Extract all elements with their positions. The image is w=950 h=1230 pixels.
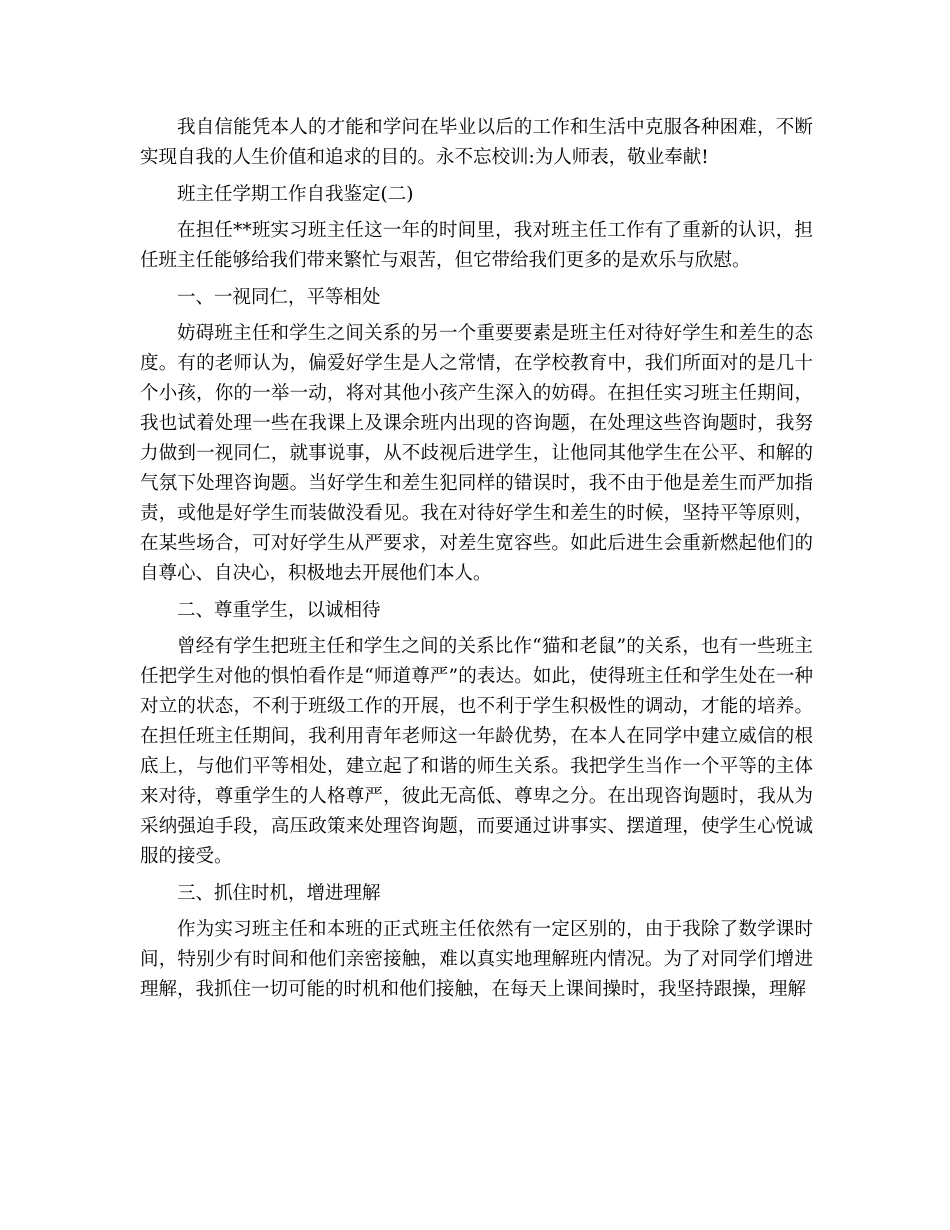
heading-equal-treatment: 一、一视同仁，平等相处 <box>177 286 381 308</box>
document-body <box>140 113 813 1012</box>
section-title: 班主任学期工作自我鉴定(二) <box>177 183 414 205</box>
paragraph-respect-students: 曾经有学生把班主任和学生之间的关系比作“猫和老鼠”的关系，也有一些班主任把学生对他的惧怕看作是“师道尊严”的表达。如此，使得班主任和学生处在一种对立的状态，不利于班级工作的开展，也不利于学生积极性的调动，才能的培养。在担任班主任期间，我利用青年老师这一年龄优势，在本人在同学中建立威信的根底上，与他们平等相处，建立起了和谐的师生关系。我把学生当作一个平等的主体来对待，尊重学生的人格尊严，彼此无高低、尊卑之分。在出现咨询题时，我从为采纳强迫手段，高压政策来处理咨询题，而要通过讲事实、摆道理，使学生心悦诚服的接受。 <box>140 636 813 867</box>
heading-seize-opportunity: 三、抓住时机，增进理解 <box>177 882 381 904</box>
paragraph-equal-treatment: 妨碍班主任和学生之间关系的另一个重要要素是班主任对待好学生和差生的态度。有的老师认为，偏爱好学生是人之常情，在学校教育中，我们所面对的是几十个小孩，你的一举一动，将对其他小孩产生深入的妨碍。在担任实习班主任期间，我也试着处理一些在我课上及课余班内出现的咨询题，在处理这些咨询题时，我努力做到一视同仁，就事说事，从不歧视后进学生，让他同其他学生在公平、和解的气氛下处理咨询题。当好学生和差生犯同样的错误时，我不由于他是差生而严加指责，或他是好学生而装做没看见。我在对待好学生和差生的时候，坚持平等原则，在某些场合，可对好学生从严要求，对差生宽容些。如此后进生会重新燃起他们的自尊心、自决心，积极地去开展他们本人。 <box>140 323 813 584</box>
paragraph-intro: 在担任**班实习班主任这一年的时间里，我对班主任工作有了重新的认识，担任班主任能够给我们带来繁忙与艰苦，但它带给我们更多的是欢乐与欣慰。 <box>140 220 813 271</box>
heading-respect-students: 二、尊重学生，以诚相待 <box>177 599 381 621</box>
paragraph-seize-opportunity: 作为实习班主任和本班的正式班主任依然有一定区别的，由于我除了数学课时间，特别少有时间和他们亲密接触，难以真实地理解班内情况。为了对同学们增进理解，我抓住一切可能的时机和他们接触，在每天上课间操时，我坚持跟操，理解 <box>140 919 813 1000</box>
paragraph-conclusion: 我自信能凭本人的才能和学问在毕业以后的工作和生活中克服各种困难，不断实现自我的人生价值和追求的目的。永不忘校训:为人师表，敬业奉献! <box>140 117 813 168</box>
